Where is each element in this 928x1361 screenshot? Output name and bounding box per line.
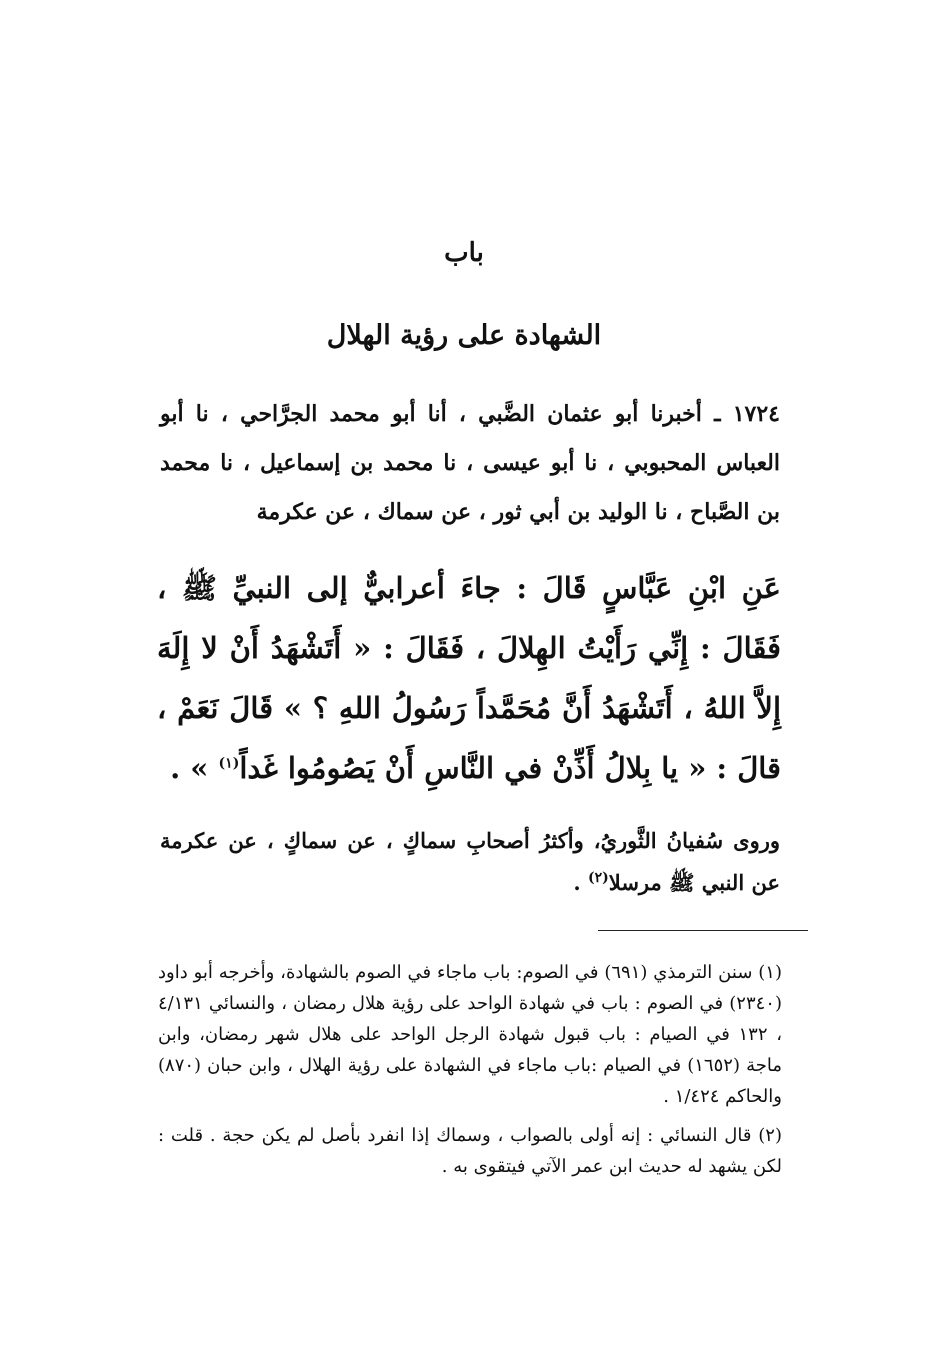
chapter-title: الشهادة على رؤية الهلال [326, 320, 602, 351]
hadith-text [157, 558, 781, 798]
hadith-ending: » . [170, 751, 209, 785]
footnote-marker-1: (١) [218, 755, 240, 772]
footnote-2: (٢) قال النسائي : إنه أولى بالصواب ، وسماك إذا انفرد بأصل لم يكن حجة . قلت : لكن يشهد له حديث ابن عمر الآتي فيتقوى به . [158, 1125, 782, 1177]
footnote-marker-2: (٢) [588, 870, 609, 886]
chapter-heading: باب [444, 238, 484, 268]
riwaya-body: وروى سُفيانُ الثَّوريُ، وأكثرُ أصحابِ سماكٍ ، عن سماكٍ ، عن عكرمة عن النبي ﷺ مرسلا [160, 828, 780, 895]
riwaya-paragraph [160, 820, 780, 904]
riwaya-ending: . [573, 870, 589, 895]
isnad-paragraph: ١٧٢٤ ـ أخبرنا أبو عثمان الضَّبي ، أنا أبو محمد الجرَّاحي ، نا أبو العباس المحبوبي ، نا أبو عيسى ، نا محمد بن إسماعيل ، نا محمد بن الصَّباح ، نا الوليد بن أبي ثور ، عن سماك ، عن عكرمة [160, 401, 780, 525]
hadith-body: عَنِ ابْنِ عَبَّاسٍ قَالَ : جاءَ أعرابيٌّ إلى النبيِّ ﷺ ، فَقَالَ : إِنِّي رَأَيْتُ الهِلالَ ، فَقَالَ : « أَتَشْهَدُ أَنْ لا إِلَهَ إِلاَّ اللهُ ، أَتَشْهَدُ أَنَّ مُحَمَّداً رَسُولُ اللهِ ؟ » قَالَ نَعَمْ ، قالَ : « يا بِلالُ أَذِّنْ في النَّاسِ أَنْ يَصُومُوا غَداً [157, 571, 781, 785]
footnotes-section [158, 957, 782, 1190]
footnote-divider [598, 930, 808, 931]
footnote-1: (١) سنن الترمذي (٦٩١) في الصوم: باب ماجاء في الصوم بالشهادة، وأخرجه أبو داود (٢٣٤٠) في الصوم : باب في شهادة الواحد على رؤية هلال رمضان ، والنسائي ٤/١٣١ ، ١٣٢ في الصيام : باب قبول شهادة الرجل الواحد على هلال شهر رمضان، وابن ماجة (١٦٥٢) في الصيام :باب ماجاء في الشهادة على رؤية الهلال ، وابن حبان (٨٧٠) والحاكم ١/٤٢٤ . [158, 962, 783, 1107]
